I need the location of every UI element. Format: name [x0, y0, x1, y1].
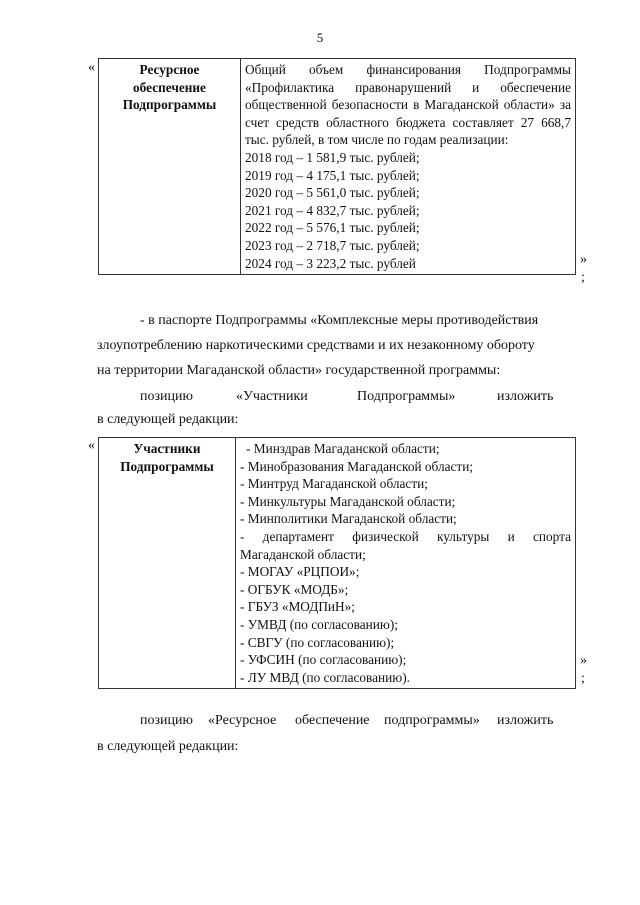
paragraph-word: Подпрограммы»	[357, 389, 456, 404]
participant-item: - Минполитики Магаданской области;	[240, 511, 457, 527]
resource-content	[241, 59, 576, 275]
year-line: 2023 год – 2 718,7 тыс. рублей;	[245, 237, 420, 253]
paragraph-line: в следующей редакции:	[97, 412, 239, 427]
paragraph-line: на территории Магаданской области» государственной программы:	[97, 363, 501, 378]
participant-item: - ЛУ МВД (по согласованию).	[240, 669, 410, 685]
participant-item: - Минобразования Магаданской области;	[240, 458, 474, 474]
paragraph-word: изложить	[497, 389, 554, 404]
participant-item: - МОГАУ «РЦПОИ»;	[240, 564, 360, 580]
page-number: 5	[316, 30, 324, 45]
participant-item: - Минтруд Магаданской области;	[240, 476, 428, 492]
year-line: 2022 год – 5 576,1 тыс. рублей;	[245, 220, 420, 236]
open-quote: «	[88, 60, 95, 75]
paragraph-word: подпрограммы»	[384, 713, 480, 728]
year-line: 2019 год – 4 175,1 тыс. рублей;	[245, 167, 420, 183]
paragraph-line: - в паспорте Подпрограммы «Комплексные меры противодействия	[140, 313, 539, 328]
participant-item: - УМВД (по согласованию);	[240, 616, 398, 632]
paragraph-word: изложить	[497, 713, 554, 728]
participant-item: - департамент физической культуры и спорта Магаданской области;	[240, 528, 571, 562]
participant-item: - Минздрав Магаданской области;	[246, 441, 440, 456]
paragraph-word: позицию	[140, 389, 193, 404]
paragraph-word: «Участники	[236, 389, 308, 404]
participant-item: - Минкультуры Магаданской области;	[240, 493, 456, 509]
year-line: 2020 год – 5 561,0 тыс. рублей;	[245, 185, 420, 201]
participant-item: - СВГУ (по согласованию);	[240, 634, 395, 650]
resource-intro: Общий объем финансирования Подпрограммы «Профилактика правонарушений и обеспечение общественной безопасности в Магаданской области» за счет средств областного бюджета составляет 27 668,7 тыс. рублей, в том числе по годам реализации:	[245, 62, 571, 148]
semicolon: ;	[581, 671, 585, 686]
participants-content	[236, 438, 576, 689]
participants-table	[98, 437, 576, 689]
paragraph-line: в следующей редакции:	[97, 739, 239, 754]
participants-label: Участники Подпрограммы	[99, 438, 236, 689]
participant-item: - ОГБУК «МОДБ»;	[240, 581, 349, 597]
paragraph-word: позицию	[140, 713, 193, 728]
paragraph-word: «Ресурсное	[208, 713, 277, 728]
close-quote: »	[580, 252, 587, 267]
paragraph-word: обеспечение	[295, 713, 370, 728]
participant-item: - ГБУЗ «МОДПиН»;	[240, 599, 355, 615]
resource-table	[98, 58, 576, 275]
open-quote: «	[88, 438, 95, 453]
paragraph-line: злоупотреблению наркотическими средствами и их незаконному обороту	[97, 338, 535, 353]
year-line: 2024 год – 3 223,2 тыс. рублей	[245, 255, 416, 271]
year-line: 2021 год – 4 832,7 тыс. рублей;	[245, 202, 420, 218]
year-line: 2018 год – 1 581,9 тыс. рублей;	[245, 149, 420, 165]
close-quote: »	[580, 653, 587, 668]
resource-label: Ресурсное обеспечение Подпрограммы	[99, 59, 241, 275]
semicolon: ;	[581, 270, 585, 285]
participant-item: - УФСИН (по согласованию);	[240, 652, 407, 668]
